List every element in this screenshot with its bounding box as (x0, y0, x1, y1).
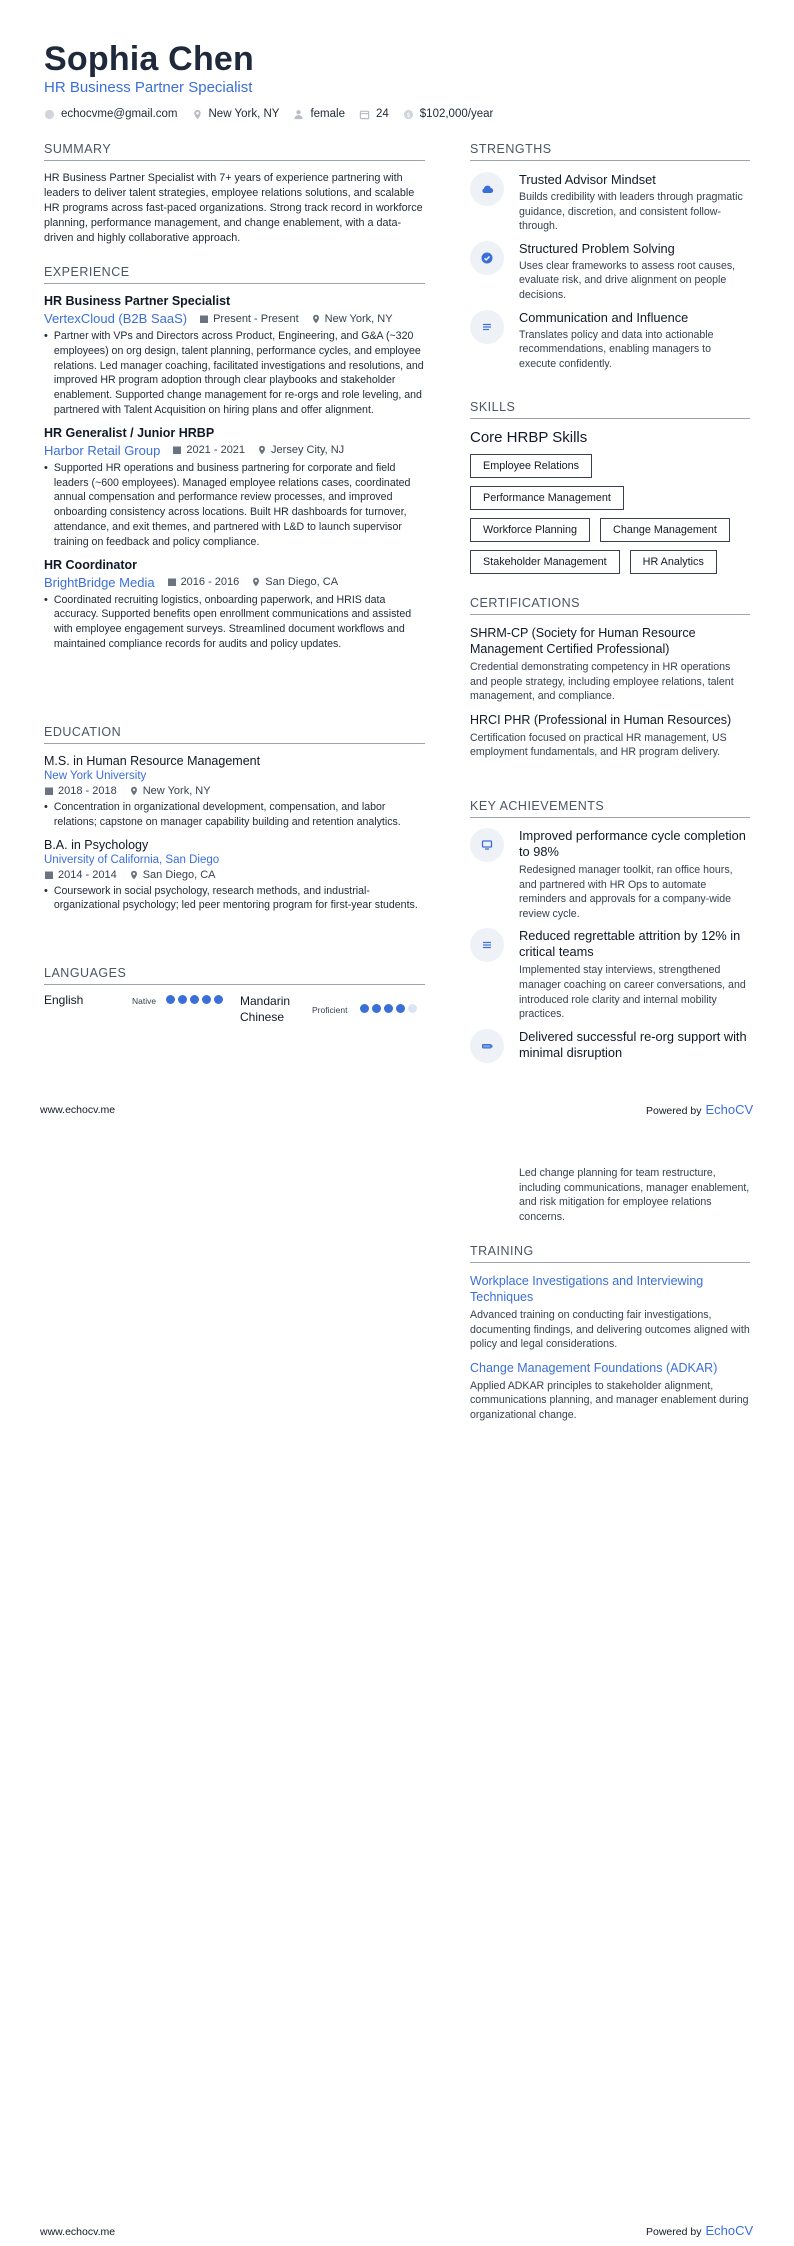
location-pin-icon (129, 870, 139, 880)
job-description: Coordinated recruiting logistics, onboarding paperwork, and HRIS data accuracy. Supported benefits open enrollment communications and assisted with employee engagement surveys. Streamlined document workflows and maintained compliance records for audits and policy updates. (53, 593, 412, 650)
degree-title: M.S. in Human Resource Management (44, 754, 261, 768)
experience-section (44, 265, 425, 652)
skills-section (470, 400, 750, 574)
check-badge-icon (480, 251, 494, 265)
calendar-icon (359, 109, 370, 120)
languages-section (44, 966, 425, 1025)
job-title: HR Generalist / Junior HRBP (44, 425, 215, 440)
contact-location: New York, NY (192, 108, 280, 120)
achievement-description: Redesigned manager toolkit, ran office hours, and partnered with HR Ops to automate reminders and approvals for a company-wide review cycle. (519, 864, 733, 920)
salary-icon (403, 109, 414, 120)
job-dates: Present - Present (213, 312, 299, 325)
education-description: Concentration in organizational development, compensation, and labor relations; capstone on manager capability building and retention analytics. (53, 801, 401, 828)
language-item (240, 993, 425, 1025)
achievement-title: Delivered successful re-org support with minimal disruption (519, 1028, 747, 1060)
strength-description: Uses clear frameworks to assess root causes, evaluate risk, and drive alignment on people decisions. (519, 259, 736, 301)
language-level: Proficient (312, 1005, 348, 1015)
calendar-icon (167, 577, 177, 587)
contact-age: 24 (359, 108, 389, 120)
footer-powered: Powered by EchoCV (646, 1102, 754, 1117)
training-description: Applied ADKAR principles to stakeholder alignment, communications planning, and manager enablement during organizational change. (470, 1379, 749, 1421)
strength-description: Translates policy and data into actionable recommendations, enabling managers to execute confidently. (519, 328, 714, 370)
rating-dot (190, 995, 199, 1004)
job-entry: HR Coordinator BrightBridge Media 2016 - 2016 San Diego, CA • Coordinated recruiting logistics, onboarding paperwork, and HRIS data accuracy. Supported benefits open enrollment communications and assisted with employee engagement surveys. Streamlined document workflows and maintained compliance records for audits and policy updates. (44, 558, 425, 652)
company-name: BrightBridge Media (44, 574, 155, 590)
job-entry: HR Generalist / Junior HRBP Harbor Retail Group 2021 - 2021 Jersey City, NJ • Supported HR operations and business partnering for corporate and field leaders (~600 employees). Managed employee relations cases, coordinated annual compensation and performance review processes, and improved onboarding consistency across locations. Built HR dashboards for turnover, attendance, and exit themes, and partnered with L&D to launch supervisor training on feedback and policy compliance. (44, 426, 425, 550)
education-dates: 2018 - 2018 (58, 785, 117, 797)
lines-icon (480, 938, 494, 952)
rating-dot (360, 1004, 369, 1013)
lines-icon (480, 320, 494, 334)
training-section (470, 1244, 750, 1423)
strength-item (470, 310, 750, 372)
achievements-section (470, 799, 750, 1063)
location-pin-icon (129, 786, 139, 796)
calendar-icon (44, 870, 54, 880)
experience-heading: EXPERIENCE (44, 265, 425, 284)
skills-tag-list (470, 454, 750, 574)
training-heading: TRAINING (470, 1244, 750, 1263)
contact-bar (44, 108, 493, 120)
certification-item (470, 625, 750, 704)
language-rating (360, 1004, 417, 1013)
job-title: HR Coordinator (44, 557, 138, 572)
achievement-title: Improved performance cycle completion to 98% (519, 828, 746, 859)
achievement-item (470, 828, 750, 921)
language-name: Mandarin Chinese (240, 994, 291, 1024)
summary-text: HR Business Partner Specialist with 7+ years of experience partnering with leaders to deliver talent strategies, employee relations solutions, and scalable HR programs across fast-paced organizations. Strong track record in workforce planning, performance management, and change enablement, with a data-driven and highly collaborative approach. (44, 172, 423, 244)
language-level: Native (132, 996, 157, 1006)
education-description: Coursework in social psychology, research methods, and industrial-organizational psychology; led peer mentoring program for first-year students. (53, 884, 418, 912)
rating-dot (178, 995, 187, 1004)
education-section (44, 725, 425, 913)
strength-title: Communication and Influence (519, 309, 689, 325)
training-item (470, 1360, 750, 1423)
achievement-title: Reduced regrettable attrition by 12% in critical teams (519, 928, 741, 960)
education-heading: EDUCATION (44, 725, 425, 744)
candidate-name: Sophia Chen (44, 40, 254, 78)
education-entry: M.S. in Human Resource Management New York University 2018 - 2018 New York, NY • Concentration in organizational development, compensation, and labor relations; capstone on manager capability building and retention analytics. (44, 754, 425, 830)
cloud-icon (480, 182, 494, 196)
rating-dot (166, 995, 175, 1004)
battery-icon (480, 1039, 494, 1053)
training-title: Change Management Foundations (ADKAR) (470, 1360, 718, 1375)
strengths-section (470, 142, 750, 371)
rating-dot (396, 1004, 405, 1013)
achievement-continued-description: Led change planning for team restructure, including communications, manager enablement, and risk mitigation for employee relations concerns. (519, 1167, 750, 1223)
job-description: Supported HR operations and business partnering for corporate and field leaders (~600 employees). Managed employee relations cases, coordinated annual compensation and performance review processes, and improved onboarding consistency across locations. Built HR dashboards for turnover, attendance, and exit themes, and partnered with L&D to launch supervisor training on feedback and policy compliance. (53, 461, 411, 548)
rating-dot (202, 995, 211, 1004)
strength-description: Builds credibility with leaders through pragmatic guidance, discretion, and consistent follow-through. (519, 191, 743, 233)
location-pin-icon (192, 109, 203, 120)
certification-title: HRCI PHR (Professional in Human Resources) (470, 712, 732, 727)
footer-brand: EchoCV (705, 1102, 754, 1117)
achievement-item (470, 1029, 750, 1063)
school-name: University of California, San Diego (44, 853, 220, 866)
skill-tag: Workforce Planning (470, 518, 590, 542)
monitor-icon (480, 838, 494, 852)
job-dates: 2016 - 2016 (180, 576, 240, 589)
languages-heading: LANGUAGES (44, 966, 425, 985)
job-dates: 2021 - 2021 (186, 444, 246, 457)
training-title: Workplace Investigations and Interviewing Techniques (470, 1274, 704, 1304)
footer-site-link[interactable]: www.echocv.me (40, 1104, 116, 1116)
job-location: New York, NY (324, 312, 393, 325)
job-entry: HR Business Partner Specialist VertexCloud (B2B SaaS) Present - Present New York, NY • Partner with VPs and Directors across Product, Engineering, and G&A (~320 employees) on org design, talent planning, performance cycles, and employee relations. Led manager coaching, facilitated investigations and resolutions, and improved HR program adoption through clear playbooks and stakeholder enablement. Supported change management for re-orgs and role leveling, and partnered with Talent Acquisition on hiring plans and offer alignment. (44, 294, 424, 416)
location-pin-icon (311, 314, 321, 324)
education-location: San Diego, CA (142, 868, 216, 881)
achievement-item (470, 928, 750, 1021)
strength-title: Trusted Advisor Mindset (519, 172, 656, 187)
skill-tag: Performance Management (470, 486, 624, 510)
contact-gender: female (293, 108, 345, 120)
summary-heading: SUMMARY (44, 142, 425, 161)
company-name: Harbor Retail Group (44, 442, 161, 458)
rating-dot (408, 1004, 417, 1013)
strengths-heading: STRENGTHS (470, 142, 750, 161)
email-icon (44, 109, 55, 120)
language-item (44, 993, 240, 1025)
svg-text:$: $ (406, 110, 411, 119)
job-location: Jersey City, NJ (271, 444, 345, 457)
language-name: English (44, 993, 84, 1007)
skills-group-title: Core HRBP Skills (470, 429, 588, 446)
contact-email: echocvme@gmail.com (44, 108, 178, 120)
location-pin-icon (251, 577, 261, 587)
training-item (470, 1273, 750, 1352)
job-title: HR Business Partner Specialist (44, 294, 231, 308)
skills-heading: SKILLS (470, 400, 750, 419)
rating-dot (372, 1004, 381, 1013)
calendar-icon (199, 314, 209, 324)
skill-tag: Employee Relations (470, 454, 592, 478)
education-entry: B.A. in Psychology University of California, San Diego 2014 - 2014 San Diego, CA • Coursework in social psychology, research methods, and industrial-organizational psychology; led peer mentoring program for first-year students. (44, 838, 425, 914)
certification-description: Certification focused on practical HR management, US employment fundamentals, and HR program delivery. (470, 731, 727, 759)
calendar-icon (44, 786, 54, 796)
skill-tag: HR Analytics (630, 550, 717, 574)
rating-dot (384, 1004, 393, 1013)
certifications-section (470, 596, 750, 760)
education-dates: 2014 - 2014 (58, 868, 117, 881)
certification-description: Credential demonstrating competency in HR operations and people strategy, including employee relations, talent management, and compliance. (470, 661, 734, 703)
degree-title: B.A. in Psychology (44, 837, 149, 852)
strength-title: Structured Problem Solving (519, 240, 675, 256)
company-name: VertexCloud (B2B SaaS) (44, 311, 188, 326)
certification-item (470, 712, 750, 760)
job-description: Partner with VPs and Directors across Product, Engineering, and G&A (~320 employees) on org design, talent planning, performance cycles, and employee relations. Led manager coaching, facilitated investigations and resolutions, and improved HR program adoption through clear playbooks and stakeholder enablement. Supported change management for re-orgs and role leveling, and partnered with Talent Acquisition on hiring plans and offer alignment. (53, 330, 424, 416)
achievement-description: Implemented stay interviews, strengthened manager coaching on career conversations, and introduced role clarity and internal mobility practices. (519, 964, 746, 1021)
school-name: New York University (44, 770, 147, 782)
achievements-heading: KEY ACHIEVEMENTS (470, 799, 750, 818)
calendar-icon (172, 445, 182, 455)
footer-powered: Powered by EchoCV (646, 2223, 754, 2238)
summary-section (44, 142, 425, 246)
education-location: New York, NY (142, 785, 211, 797)
candidate-role: HR Business Partner Specialist (44, 79, 253, 96)
certifications-heading: CERTIFICATIONS (470, 596, 750, 615)
strength-item (470, 172, 750, 234)
footer-site-link[interactable]: www.echocv.me (40, 2226, 116, 2238)
certification-title: SHRM-CP (Society for Human Resource Management Certified Professional) (470, 626, 696, 656)
contact-salary: $ $102,000/year (403, 108, 494, 120)
rating-dot (214, 995, 223, 1004)
skill-tag: Stakeholder Management (470, 550, 620, 574)
training-description: Advanced training on conducting fair investigations, documenting findings, and delivering outcomes aligned with policy and legal considerations. (470, 1309, 750, 1351)
location-pin-icon (257, 445, 267, 455)
skill-tag: Change Management (600, 518, 730, 542)
person-icon (293, 109, 304, 120)
footer-brand: EchoCV (705, 2223, 754, 2238)
job-location: San Diego, CA (265, 576, 339, 589)
strength-item (470, 241, 750, 303)
language-rating (166, 995, 223, 1004)
